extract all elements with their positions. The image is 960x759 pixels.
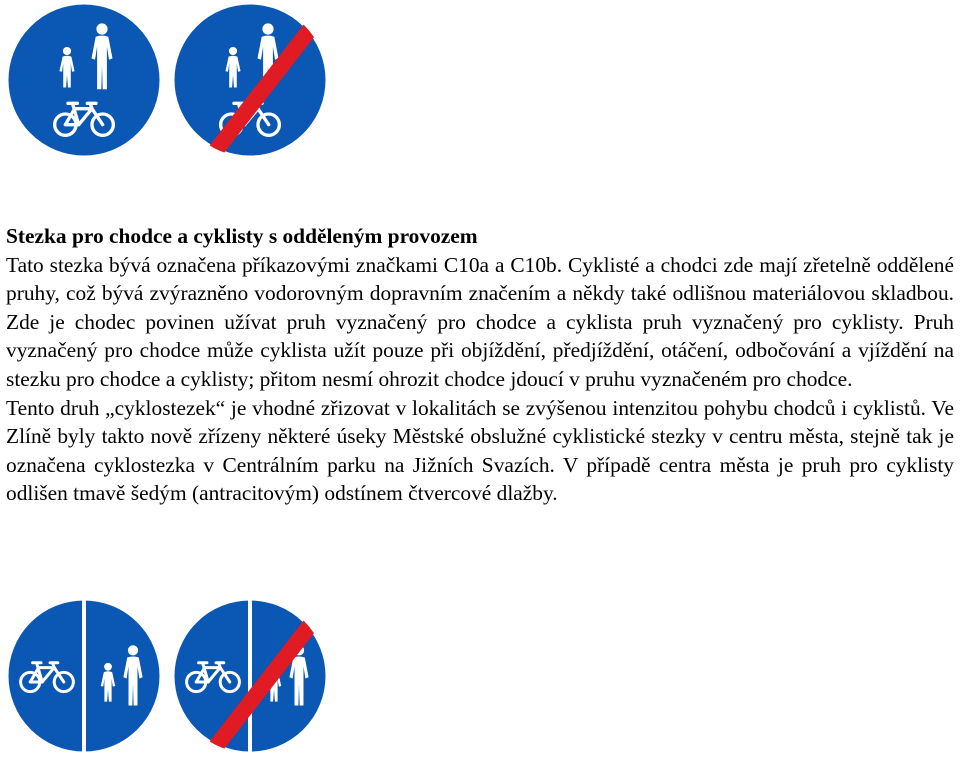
sign-c10a-shared-path-icon <box>4 0 164 160</box>
top-signs-row <box>4 0 330 160</box>
article-paragraph-2: Tento druh „cyklostezek“ je vhodné zřizovat v lokalitách se zvýšenou intenzitou pohybu chodců i cyklistů. Ve Zlíně byly takto nově zřízeny některé úseky Městské obslužné cyklistické stezky v centru města, stejně tak je označena cyklostezka v Centrálním parku na Jižních Svazích. V případě centra města je pruh pro cyklisty odlišen tmavě šedým (antracitovým) odstínem čtvercové dlažby. <box>6 395 954 506</box>
article-heading: Stezka pro chodce a cyklisty s odděleným provozem <box>6 224 478 248</box>
sign-c9b-end-divided-path-icon <box>170 596 330 756</box>
sign-c9a-divided-path-icon <box>4 596 164 756</box>
sign-c10b-end-shared-path-icon <box>170 0 330 160</box>
bottom-signs-row <box>4 596 330 756</box>
article <box>6 222 954 508</box>
article-paragraph-1: Tato stezka bývá označena příkazovými značkami C10a a C10b. Cyklisté a chodci zde mají zřetelně oddělené pruhy, což bývá zvýrazněno vodorovným dopravním značením a někdy také odlišnou materiálovou skladbou. Zde je chodec povinen užívat pruh vyznačený pro chodce a cyklista pruh vyznačený pro cyklisty. Pruh vyznačený pro chodce může cyklista užít pouze při objíždění, předjíždění, otáčení, odbočování a vjíždění na stezku pro chodce a cyklisty; přitom nesmí ohrozit chodce jdoucí v pruhu vyznačeném pro chodce. <box>6 252 954 391</box>
